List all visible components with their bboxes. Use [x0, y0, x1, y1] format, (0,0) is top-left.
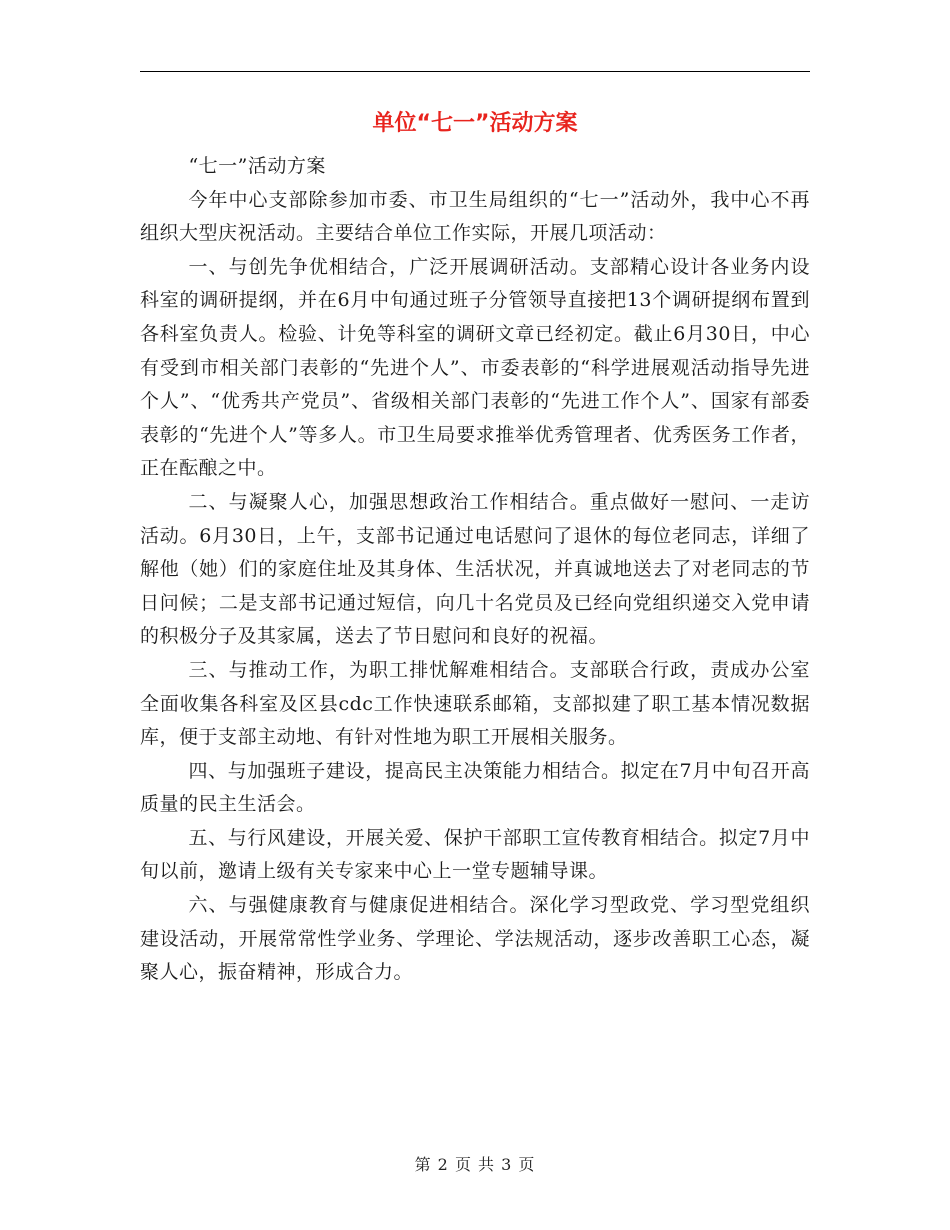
paragraph-item-3: 三、与推动工作，为职工排忧解难相结合。支部联合行政，责成办公室全面收集各科室及区县cdc工作快速联系邮箱，支部拟建了职工基本情况数据库，便于支部主动地、有针对性地为职工开展相关服务。	[140, 658, 810, 749]
paragraph-item-2: 二、与凝聚人心，加强思想政治工作相结合。重点做好一慰问、一走访活动。6月30日，上午，支部书记通过电话慰问了退休的每位老同志，详细了解他（她）们的家庭住址及其身体、生活状况，并真诚地送去了对老同志的节日问候；二是支部书记通过短信，向几十名党员及已经向党组织递交入党申请的积极分子及其家属，送去了节日慰问和良好的祝福。	[140, 490, 810, 648]
document-body	[140, 150, 810, 990]
page-number-footer: 第 2 页 共 3 页	[414, 1155, 536, 1174]
paragraph-item-4: 四、与加强班子建设，提高民主决策能力相结合。拟定在7月中旬召开高质量的民主生活会。	[140, 759, 810, 816]
header-rule	[140, 71, 810, 72]
paragraph-item-1: 一、与创先争优相结合，广泛开展调研活动。支部精心设计各业务内设科室的调研提纲，并在6月中旬通过班子分管领导直接把13个调研提纲布置到各科室负责人。检验、计免等科室的调研文章已经初定。截止6月30日，中心有受到市相关部门表彰的“先进个人”、市委表彰的“科学进展观活动指导先进个人”、“优秀共产党员”、省级相关部门表彰的“先进工作个人”、国家有部委表彰的“先进个人”等多人。市卫生局要求推举优秀管理者、优秀医务工作者，正在酝酿之中。	[140, 255, 810, 480]
paragraph-item-6: 六、与强健康教育与健康促进相结合。深化学习型政党、学习型党组织建设活动，开展常常性学业务、学理论、学法规活动，逐步改善职工心态，凝聚人心，振奋精神，形成合力。	[140, 894, 810, 984]
paragraph-intro: 今年中心支部除参加市委、市卫生局组织的“七一”活动外，我中心不再组织大型庆祝活动。主要结合单位工作实际，开展几项活动：	[140, 188, 810, 245]
paragraph-subtitle: “七一”活动方案	[188, 155, 326, 177]
document-title: 单位“七一”活动方案	[372, 111, 578, 136]
paragraph-item-5: 五、与行风建设，开展关爱、保护干部职工宣传教育相结合。拟定7月中旬以前，邀请上级有关专家来中心上一堂专题辅导课。	[140, 826, 810, 883]
